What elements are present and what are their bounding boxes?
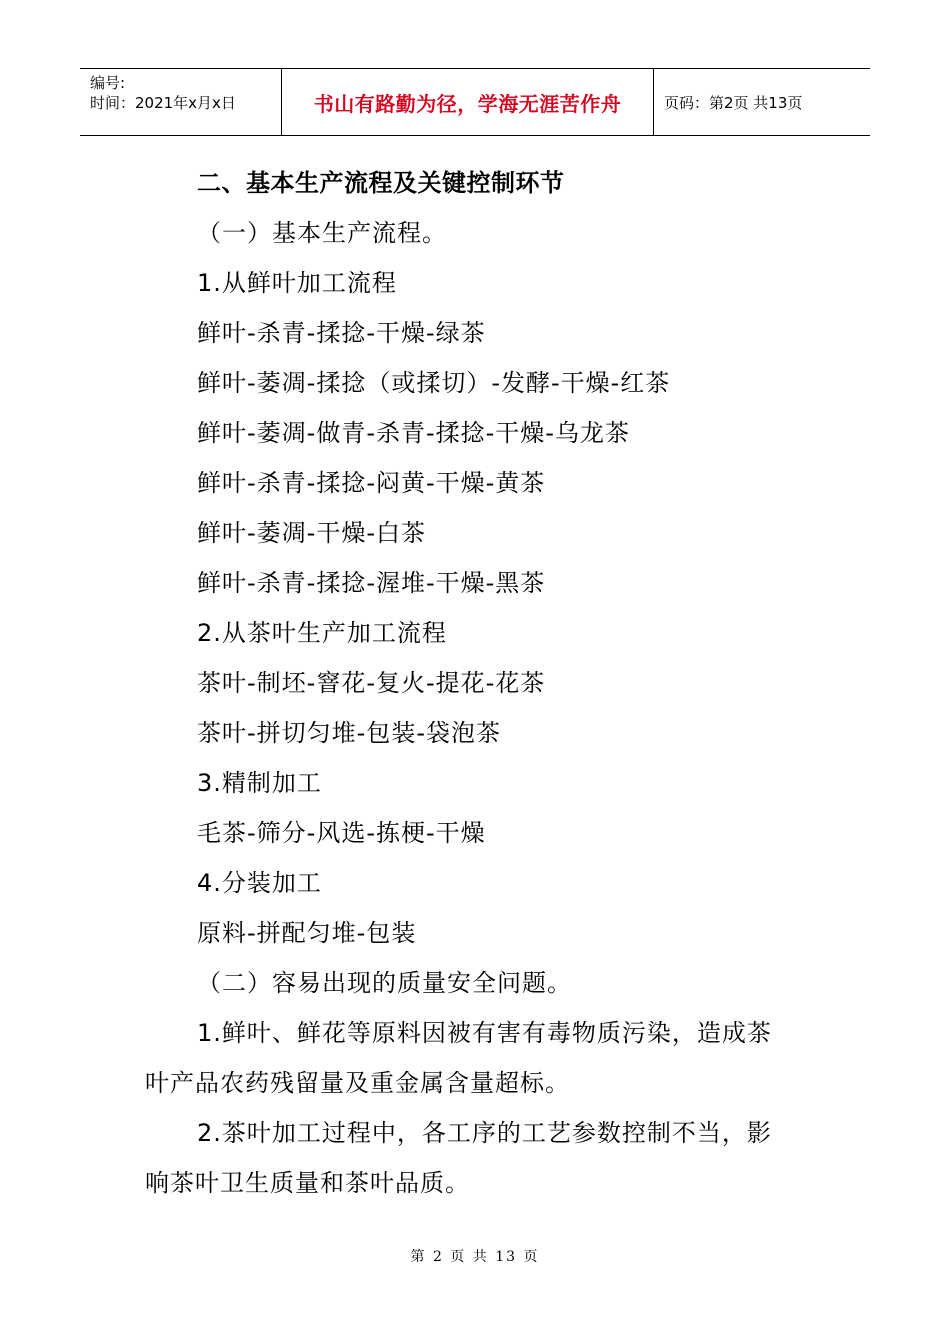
- flow-teabag: 茶叶-拼切匀堆-包装-袋泡茶: [197, 719, 501, 747]
- item-title-4: 4.分装加工: [197, 869, 322, 897]
- flow-scented-tea: 茶叶-制坯-窨花-复火-提花-花茶: [197, 669, 546, 697]
- page-info: 页码：第2页 共13页: [664, 93, 803, 112]
- issue-2-line-2: 响茶叶卫生质量和茶叶品质。: [145, 1169, 470, 1197]
- footer-page-label: 第 2 页 共 13 页: [410, 1249, 540, 1265]
- header-meta-cell: [80, 69, 282, 135]
- flow-white-tea: 鲜叶-萎凋-干燥-白茶: [197, 519, 426, 547]
- flow-oolong-tea: 鲜叶-萎凋-做青-杀青-揉捻-干燥-乌龙茶: [197, 419, 630, 447]
- flow-green-tea: 鲜叶-杀青-揉捻-干燥-绿茶: [197, 319, 486, 347]
- issue-1-line-2: 叶产品农药残留量及重金属含量超标。: [145, 1069, 570, 1097]
- flow-pack: 原料-拼配匀堆-包装: [197, 919, 417, 947]
- date-label: 时间：2021年x月x日: [90, 94, 236, 112]
- subsection-heading-1: （一）基本生产流程。: [197, 219, 447, 247]
- issue-2-line-1: 2.茶叶加工过程中，各工序的工艺参数控制不当，影: [197, 1119, 772, 1147]
- number-label: 编号:: [90, 74, 126, 92]
- item-title-1: 1.从鲜叶加工流程: [197, 269, 397, 297]
- item-title-3: 3.精制加工: [197, 769, 322, 797]
- flow-yellow-tea: 鲜叶-杀青-揉捻-闷黄-干燥-黄茶: [197, 469, 546, 497]
- flow-refine: 毛茶-筛分-风选-拣梗-干燥: [197, 819, 486, 847]
- item-title-2: 2.从茶叶生产加工流程: [197, 619, 447, 647]
- motto-text: 书山有路勤为径，学海无涯苦作舟: [313, 91, 622, 116]
- subsection-heading-2: （二）容易出现的质量安全问题。: [197, 969, 572, 997]
- flow-dark-tea: 鲜叶-杀青-揉捻-渥堆-干燥-黑茶: [197, 569, 546, 597]
- header-page-cell: [654, 69, 870, 135]
- section-heading: 二、基本生产流程及关键控制环节: [197, 169, 565, 197]
- issue-1-line-1: 1.鲜叶、鲜花等原料因被有害有毒物质污染，造成茶: [197, 1019, 772, 1047]
- header-motto-cell: [282, 69, 654, 135]
- page-footer: [0, 1246, 950, 1266]
- flow-black-tea: 鲜叶-萎凋-揉捻（或揉切）-发酵-干燥-红茶: [197, 369, 671, 397]
- document-header: [80, 68, 870, 136]
